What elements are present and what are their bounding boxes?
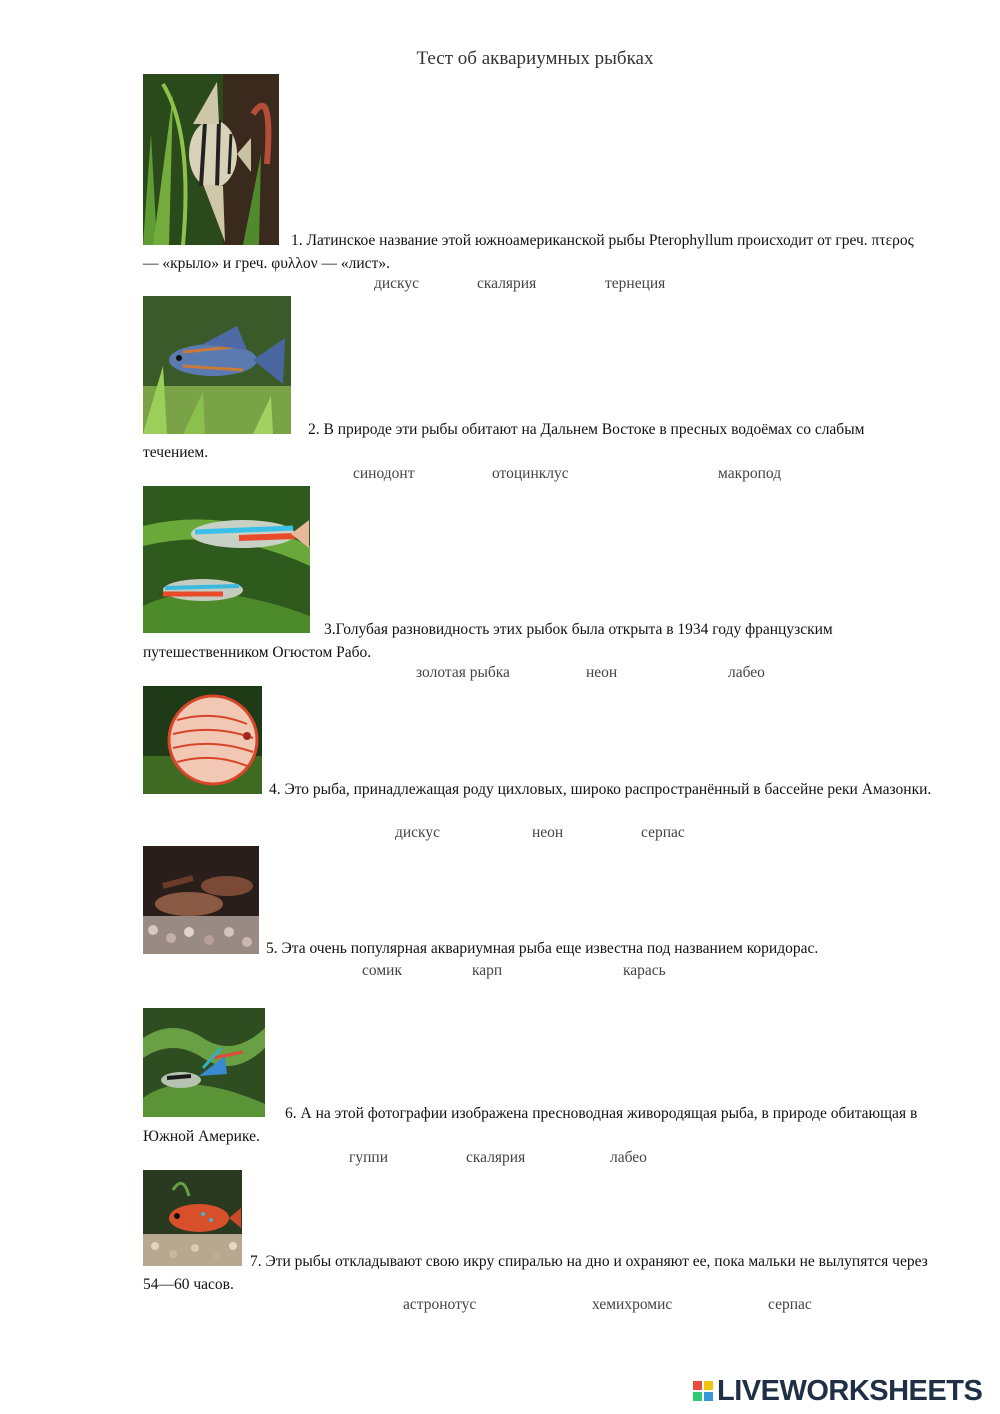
answer-option[interactable]: скалярия bbox=[477, 275, 537, 292]
answer-option[interactable]: сомик bbox=[362, 962, 402, 979]
answer-option[interactable]: астронотус bbox=[403, 1296, 477, 1313]
answer-option[interactable]: скалярия bbox=[466, 1149, 526, 1166]
answer-option[interactable]: макропод bbox=[718, 465, 782, 482]
logo-text: LIVEWORKSHEETS bbox=[717, 1374, 983, 1407]
question-6-text: 6. А на этой фотографии изображена пресноводная живородящая рыба, в природе обитающая в Южной Америке. bbox=[143, 1105, 918, 1145]
answer-option[interactable]: отоцинклус bbox=[492, 465, 569, 482]
answer-option[interactable]: карась bbox=[623, 962, 666, 979]
question-1-text: 1. Латинское название этой южноамериканской рыбы Pterophyllum происходит от греч. πτερος — «крыло» и греч. φυλλον — «лист». bbox=[143, 232, 914, 272]
answer-option[interactable]: серпас bbox=[641, 824, 685, 841]
answer-option[interactable]: синодонт bbox=[353, 465, 415, 482]
answer-option[interactable]: дискус bbox=[374, 275, 420, 292]
discus-photo bbox=[143, 686, 262, 794]
question-4-text: 4. Это рыба, принадлежащая роду цихловых, широко распространённый в бассейне реки Амазонки. bbox=[269, 781, 932, 798]
answer-option[interactable]: гуппи bbox=[349, 1149, 388, 1166]
answer-option[interactable]: хемихромис bbox=[592, 1296, 673, 1313]
logo-mark-icon bbox=[693, 1381, 713, 1401]
liveworksheets-logo[interactable] bbox=[693, 1374, 982, 1408]
question-2-text: 2. В природе эти рыбы обитают на Дальнем Востоке в пресных водоёмах со слабым течением. bbox=[143, 421, 865, 461]
answer-option[interactable]: лабео bbox=[728, 664, 765, 681]
worksheet-title: Тест об аквариумных рыбках bbox=[416, 48, 654, 69]
answer-option[interactable]: серпас bbox=[768, 1296, 812, 1313]
question-5-text: 5. Эта очень популярная аквариумная рыба еще известна под названием коридорас. bbox=[266, 940, 819, 957]
paradise-fish-photo bbox=[143, 296, 291, 434]
answer-option[interactable]: золотая рыбка bbox=[416, 664, 510, 681]
question-7-text: 7. Эти рыбы откладывают свою икру спиралью на дно и охраняют ее, пока мальки не вылупятся через 54—60 часов. bbox=[143, 1253, 928, 1293]
answer-option[interactable]: лабео bbox=[610, 1149, 647, 1166]
answer-option[interactable]: неон bbox=[586, 664, 618, 681]
answer-option[interactable]: неон bbox=[532, 824, 564, 841]
neon-tetra-photo bbox=[143, 486, 310, 633]
answer-option[interactable]: тернеция bbox=[605, 275, 666, 292]
answer-option[interactable]: дискус bbox=[395, 824, 441, 841]
angelfish-photo bbox=[143, 74, 279, 245]
question-3-text: 3.Голубая разновидность этих рыбок была открыта в 1934 году французским путешественником Огюстом Рабо. bbox=[143, 621, 833, 661]
guppy-photo bbox=[143, 1008, 265, 1117]
answer-option[interactable]: карп bbox=[472, 962, 503, 979]
